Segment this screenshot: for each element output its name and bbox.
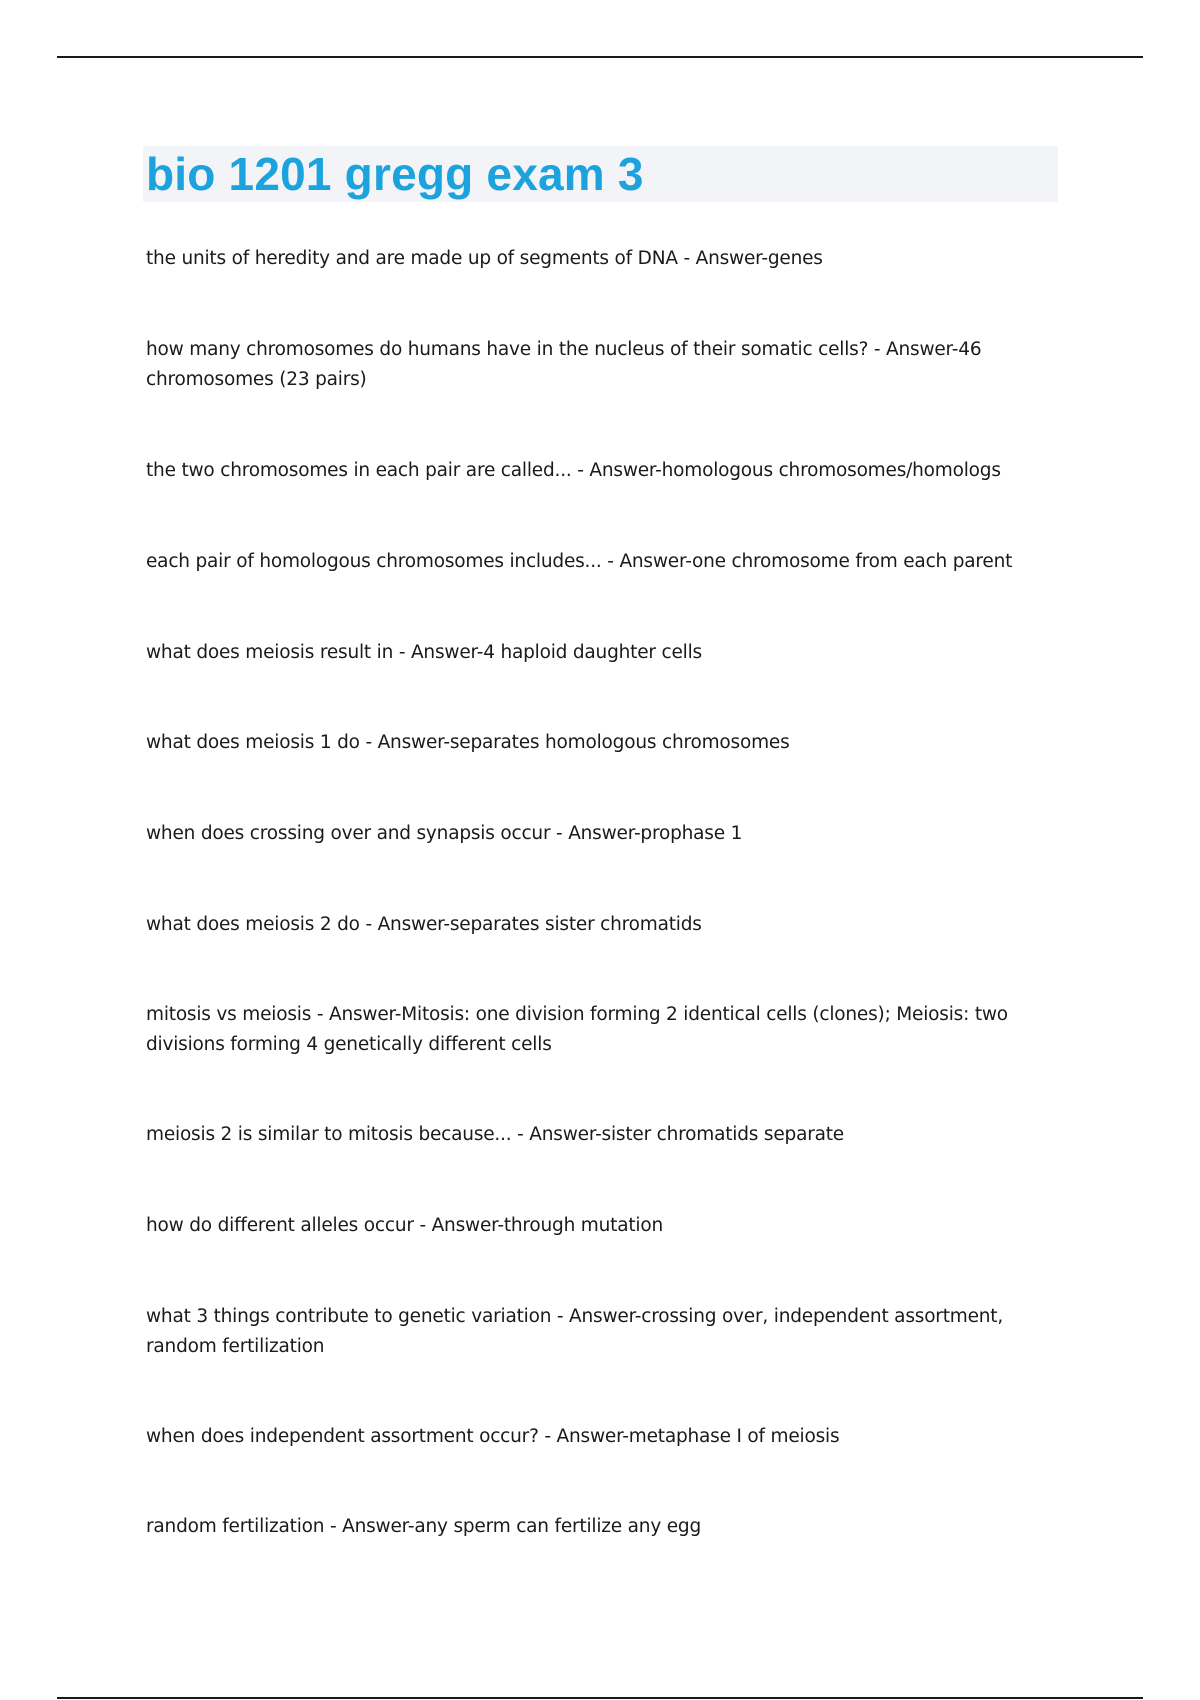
qa-item: the two chromosomes in each pair are called... - Answer-homologous chromosomes/homologs [146, 460, 1001, 481]
qa-item: each pair of homologous chromosomes includes... - Answer-one chromosome from each parent [146, 551, 1013, 572]
qa-item: mitosis vs meiosis - Answer-Mitosis: one division forming 2 identical cells (clones); Meiosis: two divisions forming 4 genetically different cells [146, 1004, 1008, 1055]
qa-item: what does meiosis result in - Answer-4 haploid daughter cells [146, 642, 702, 663]
qa-item: what does meiosis 2 do - Answer-separates sister chromatids [146, 914, 702, 935]
qa-item: when does independent assortment occur? - Answer-metaphase I of meiosis [146, 1426, 840, 1447]
qa-item: the units of heredity and are made up of segments of DNA - Answer-genes [146, 248, 823, 269]
page-title: bio 1201 gregg exam 3 [146, 148, 644, 200]
bottom-rule [57, 1697, 1143, 1699]
qa-item: what 3 things contribute to genetic variation - Answer-crossing over, independent assortment, random fertilization [146, 1306, 1004, 1357]
qa-item: when does crossing over and synapsis occur - Answer-prophase 1 [146, 823, 743, 844]
qa-item: random fertilization - Answer-any sperm can fertilize any egg [146, 1516, 702, 1537]
qa-item: how do different alleles occur - Answer-through mutation [146, 1215, 663, 1236]
qa-item: how many chromosomes do humans have in the nucleus of their somatic cells? - Answer-46 chromosomes (23 pairs) [146, 339, 982, 390]
qa-item: what does meiosis 1 do - Answer-separates homologous chromosomes [146, 732, 790, 753]
top-rule [57, 56, 1143, 58]
qa-item: meiosis 2 is similar to mitosis because... - Answer-sister chromatids separate [146, 1124, 844, 1145]
